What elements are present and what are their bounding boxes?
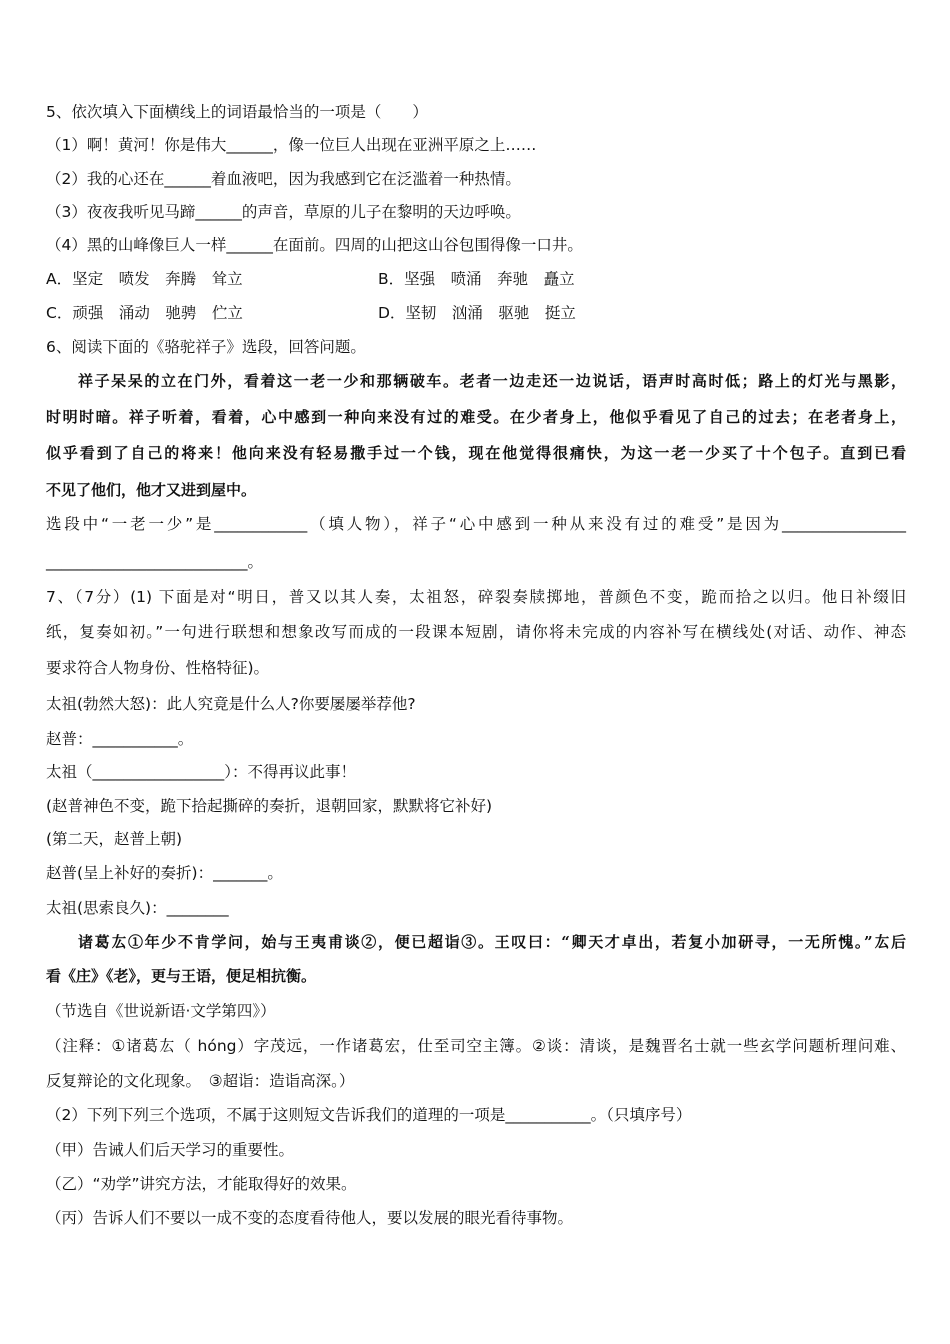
question-intro: 要求符合人物身份、性格特征)。: [46, 659, 270, 677]
passage-line: 看《庄》《老》，更与王语，便足相抗衡。: [46, 967, 317, 985]
option-b: B．坚强 喷涌 奔驰 矗立: [378, 270, 575, 288]
notes-line: 反复辩论的文化现象。 ③超诣：造诣高深。）: [46, 1072, 355, 1090]
question-intro: 纸，复奏如初。”一句进行联想和想象改写而成的一段课本短剧，请你将未完成的内容补写在横线处(对话、动作、神态: [46, 623, 906, 641]
script-line: 太祖(思索良久)：________: [46, 899, 229, 917]
source-citation: （节选自《世说新语·文学第四》）: [46, 1002, 276, 1020]
question-item: （3）夜夜我听见马蹄______的声音，草原的儿子在黎明的天边呼唤。: [46, 203, 521, 221]
question-item: （4）黑的山峰像巨人一样______在面前。四周的山把这山谷包围得像一口井。: [46, 236, 583, 254]
script-line: 赵普：___________。: [46, 730, 194, 748]
notes-line: （注释：①诸葛厷（ hóng）字茂远，一作诸葛宏，仕至司空主簿。②谈：清谈，是魏晋名士就一些玄学问题析理问难、: [46, 1037, 906, 1055]
passage-line: 时明时暗。祥子听着，看着，心中感到一种向来没有过的难受。在少者身上，他似乎看见了自己的过去；在老者身上，: [46, 408, 906, 426]
script-line: 太祖（_________________）：不得再议此事！: [46, 763, 357, 781]
option-c: C．顽强 涌动 驰骋 伫立: [46, 304, 243, 322]
option-jia: （甲）告诫人们后天学习的重要性。: [46, 1141, 295, 1159]
passage-line: 不见了他们，他才又进到屋中。: [46, 481, 257, 499]
question-item: （1）啊！黄河！你是伟大______，像一位巨人出现在亚洲平原之上……: [46, 136, 537, 154]
passage-line: 诸葛厷①年少不肯学问，始与王夷甫谈②，便已超诣③。王叹曰：“卿天才卓出，若复小加研寻，一无所愧。”厷后: [78, 933, 906, 951]
answer-blank: __________________________。: [46, 553, 264, 571]
question-title: 5、依次填入下面横线上的词语最恰当的一项是（ ）: [46, 103, 428, 121]
question-intro: 7、（7分）(1) 下面是对“明日，普又以其人奏，太祖怒，碎裂奏牍掷地，普颜色不变，跪而拾之以归。他日补缀旧: [46, 588, 906, 606]
script-line: (第二天，赵普上朝): [46, 830, 183, 848]
option-a: A．坚定 喷发 奔腾 耸立: [46, 270, 243, 288]
option-d: D．坚韧 汹涌 驱驰 挺立: [378, 304, 576, 322]
option-yi: （乙）“劝学”讲究方法，才能取得好的效果。: [46, 1175, 357, 1193]
option-bing: （丙）告诉人们不要以一成不变的态度看待他人，要以发展的眼光看待事物。: [46, 1209, 574, 1227]
script-line: 太祖(勃然大怒)：此人究竟是什么人?你要屡屡举荐他?: [46, 695, 416, 713]
script-line: (赵普神色不变，跪下拾起撕碎的奏折，退朝回家，默默将它补好): [46, 797, 493, 815]
passage-line: 似乎看到了自己的将来！他向来没有轻易撒手过一个钱，现在他觉得很痛快，为这一老一少买了十个包子。直到已看: [46, 444, 906, 462]
question-text: 选段中“一老一少”是____________（填人物），祥子“心中感到一种从来没有过的难受”是因为________________: [46, 515, 906, 533]
script-line: 赵普(呈上补好的奏折)：_______。: [46, 864, 283, 882]
question-title: 6、阅读下面的《骆驼祥子》选段，回答问题。: [46, 338, 366, 356]
sub-question-2: （2）下列下列三个选项，不属于这则短文告诉我们的道理的一项是___________。（只填序号）: [46, 1106, 692, 1124]
question-item: （2）我的心还在______着血液吧，因为我感到它在泛滥着一种热情。: [46, 170, 521, 188]
passage-line: 祥子呆呆的立在门外，看着这一老一少和那辆破车。老者一边走还一边说话，语声时高时低；路上的灯光与黑影，: [78, 372, 906, 390]
